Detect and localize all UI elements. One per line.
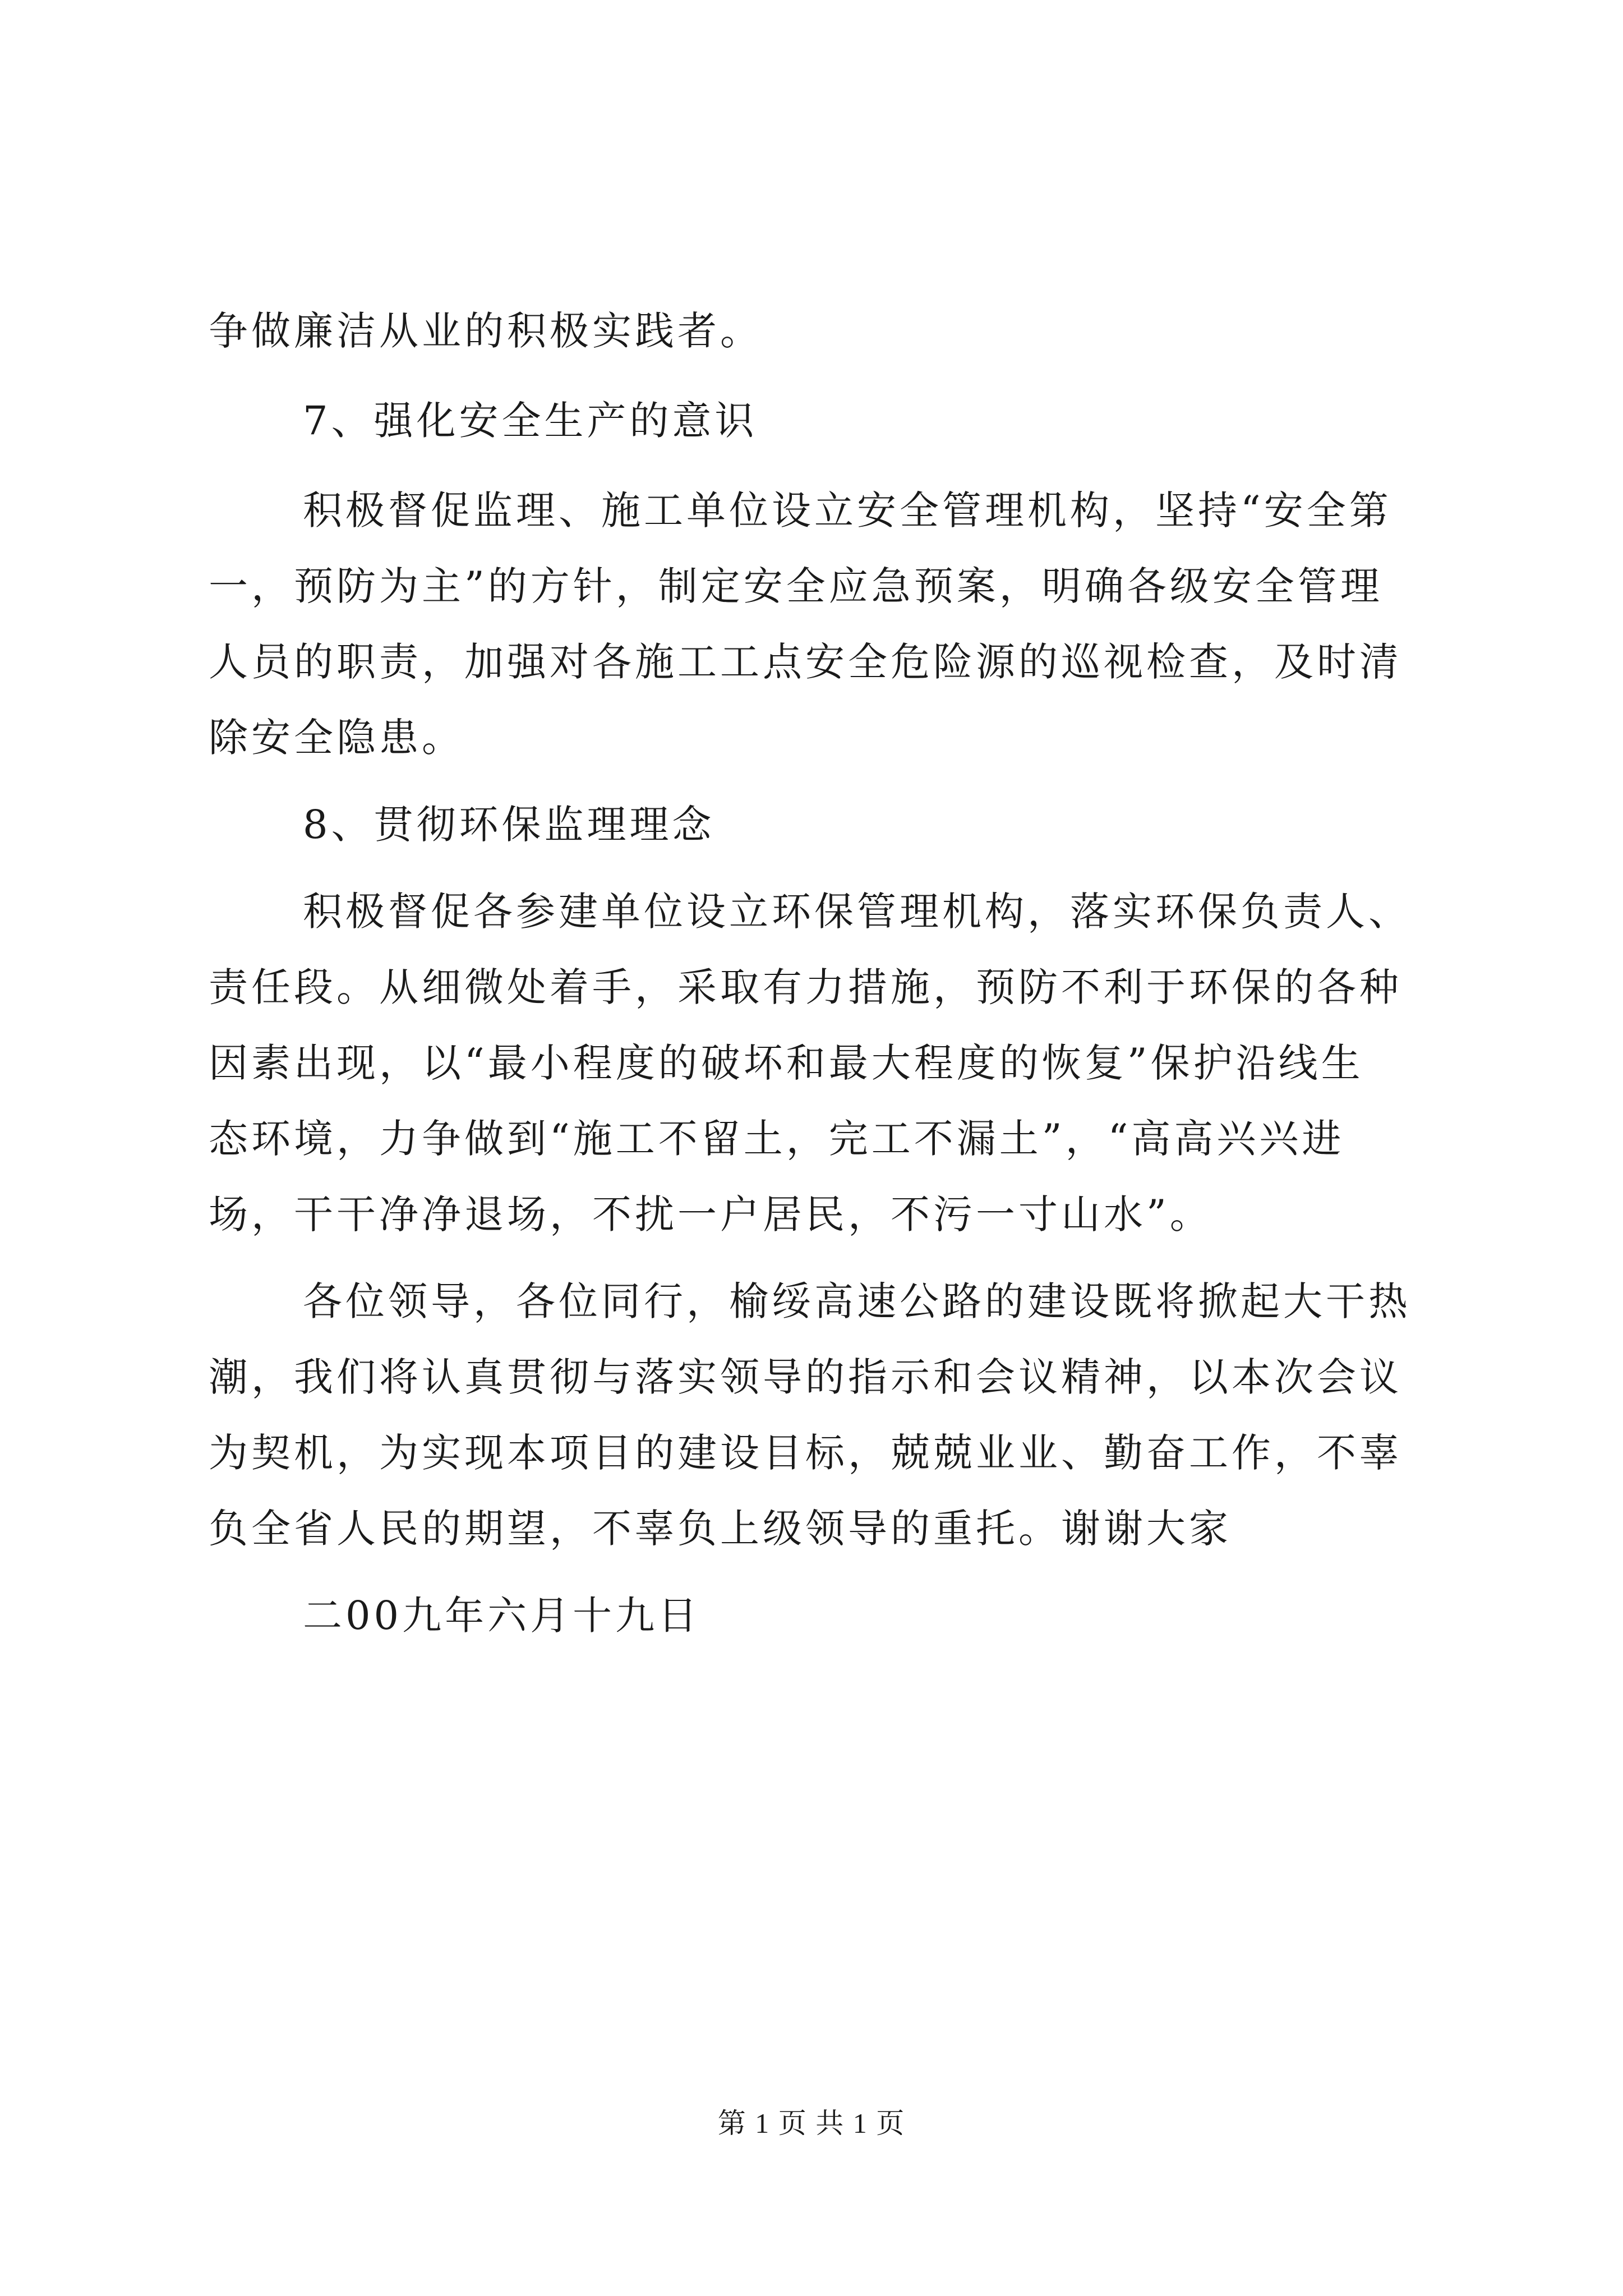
paragraph-line: 责任段。从细微处着手，采取有力措施，预防不利于环保的各种 <box>209 964 1402 1010</box>
paragraph-line: 积极督促各参建单位设立环保管理机构，落实环保负责人、 <box>303 889 1411 935</box>
paragraph-line: 一，预防为主”的方针，制定安全应急预案，明确各级安全管理 <box>209 563 1383 609</box>
paragraph-line: 为契机，为实现本项目的建设目标，兢兢业业、勤奋工作，不辜 <box>209 1430 1402 1476</box>
paragraph-line: 负全省人民的期望，不辜负上级领导的重托。谢谢大家 <box>209 1506 1232 1552</box>
paragraph-line: 各位领导，各位同行，榆绥高速公路的建设既将掀起大干热 <box>303 1278 1411 1324</box>
section-heading: 8、贯彻环保监理理念 <box>303 802 715 848</box>
paragraph-line: 态环境，力争做到“施工不留土，完工不漏土”，“高高兴兴进 <box>209 1116 1345 1162</box>
paragraph-line: 除安全隐患。 <box>209 715 464 761</box>
paragraph-line: 潮，我们将认真贯彻与落实领导的指示和会议精神，以本次会议 <box>209 1354 1402 1400</box>
paragraph-line: 人员的职责，加强对各施工工点安全危险源的巡视检查，及时清 <box>209 639 1402 685</box>
page-footer: 第 1 页 共 1 页 <box>717 2108 906 2139</box>
paragraph-line: 因素出现，以“最小程度的破坏和最大程度的恢复”保护沿线生 <box>209 1040 1364 1086</box>
section-heading: 7、强化安全生产的意识 <box>303 398 758 444</box>
paragraph-line: 积极督促监理、施工单位设立安全管理机构，坚持“安全第 <box>303 487 1392 533</box>
paragraph-line: 场，干干净净退场，不扰一户居民，不污一寸山水”。 <box>209 1191 1212 1237</box>
paragraph-line: 争做廉洁从业的积极实践者。 <box>209 308 763 354</box>
date-line: 二00九年六月十九日 <box>303 1593 701 1639</box>
